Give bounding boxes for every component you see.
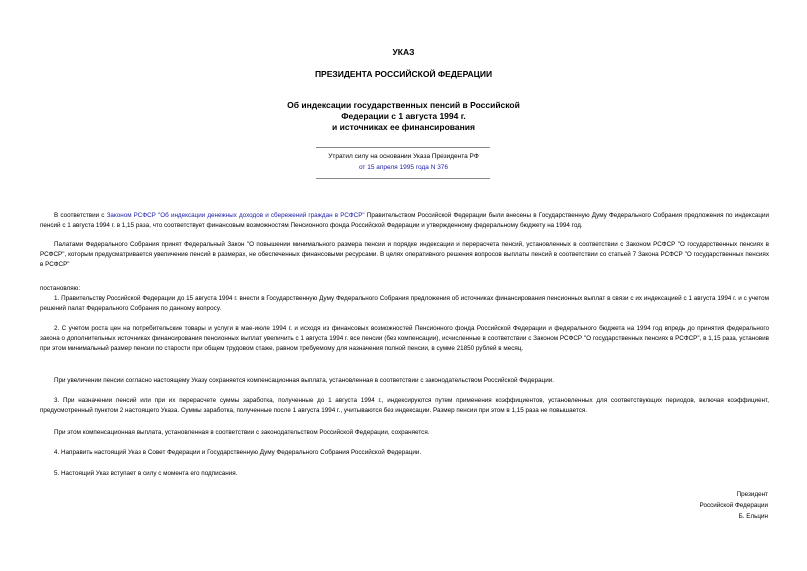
notice-bottom-divider [316,178,490,179]
paragraph-preamble-2: Палатами Федерального Собрания принят Федеральный Закон "О повышении минимального размера пенсии и порядке индексации и перерасчета пенсий, установленных в соответствии с Законом РСФСР "О государственных пенсиях в РСФСР", которым предусматривается увеличение пенсий в размерах, не обеспеченных финансовыми ресурсами. В целях оперативного решения вопросов выплаты пенсий в соответствии со статьей 7 Закона РСФСР "О государственных пенсиях в РСФСР" [40,241,769,268]
paragraph-decree-word: постановляю: [40,285,81,292]
signature-block [700,489,768,522]
paragraph-preamble-1 [40,211,769,231]
paragraph-compensation: При увеличении пенсии согласно настоящему Указу сохраняется компенсационная выплата, установленная в соответствии с законодательством Российской Федерации. [54,377,554,384]
paragraph-item-5: 5. Настоящий Указ вступает в силу с момента его подписания. [54,470,238,477]
paragraph-item-2: 2. С учетом роста цен на потребительские товары и услуги в мае-июле 1994 г. и исходя из финансовых возможностей Пенсионного фонда Российской Федерации и федерального бюджета на 1994 год впредь до принятия федерального закона о дополнительных источниках финансирования пенсионных выплат увеличить с 1 августа 1994 г. все пенсии (без компенсации), исчисленные в соответствии с Законом РСФСР "О государственных пенсиях в РСФСР", в 1,15 раза, установив при этом минимальный размер пенсии по старости при общем трудовом стаже, равном требуемому для назначения полной пенсии, в сумме 21850 рублей в месяц. [40,325,769,352]
signature-country: Российской Федерации [699,502,768,509]
repeal-notice-link[interactable]: от 15 апреля 1995 года N 376 [358,164,449,171]
notice-top-divider [316,147,490,148]
paragraph-compensation-kept: При этом компенсационная выплата, установленная в соответствии с законодательством Российской Федерации, сохраняется. [54,429,430,436]
title-line-2: Федерации с 1 августа 1994 г. [341,111,466,121]
repeal-notice [0,151,807,173]
title-line-3: и источниках ее финансирования [332,122,475,132]
document-type-heading: УКАЗ [392,47,415,57]
paragraph-text: В соответствии с [54,212,107,219]
paragraph-text: Правительством Российской Федерации были внесены в Государственную Думу Федерального Собрания предложения по индексации пенсий с 1 августа 1994 г. в 1,15 раза, что соответствует финансовым возможностям Пенсионного фонда Российской Федерации и утвержденному федеральному бюджету на 1994 год. [40,212,769,229]
signature-name: Б. Ельцин [738,513,768,520]
paragraph-item-4: 4. Направить настоящий Указ в Совет Федерации и Государственную Думу Федерального Собрания Российской Федерации. [54,449,422,456]
signature-title: Президент [736,491,768,498]
law-link[interactable]: Законом РСФСР "Об индексации денежных доходов и сбережений граждан в РСФСР" [106,212,365,219]
repeal-notice-line-1: Утратил силу на основании Указа Президента РФ [328,153,479,160]
title-line-1: Об индексации государственных пенсий в Российской [287,100,520,110]
paragraph-item-3: 3. При назначении пенсий или при их перерасчете суммы заработка, полученные до 1 августа 1994 г., индексируются путем применения коэффициентов, установленных для соответствующих периодов, включая коэффициент, предусмотренный пунктом 2 настоящего Указа. Суммы заработка, полученные после 1 августа 1994 г., учитываются без индексации. Размер пенсии при этом в 1,15 раза не повышается. [40,397,769,414]
issuer-heading: ПРЕЗИДЕНТА РОССИЙСКОЙ ФЕДЕРАЦИИ [314,69,493,79]
document-title [0,100,807,133]
paragraph-item-1: 1. Правительству Российской Федерации до 15 августа 1994 г. внести в Государственную Думу Федерального Собрания предложения об источниках финансирования пенсионных выплат в связи с их индексацией с 1 августа 1994 г. и с учетом решений палат Федерального Собрания по данному вопросу. [40,295,769,312]
